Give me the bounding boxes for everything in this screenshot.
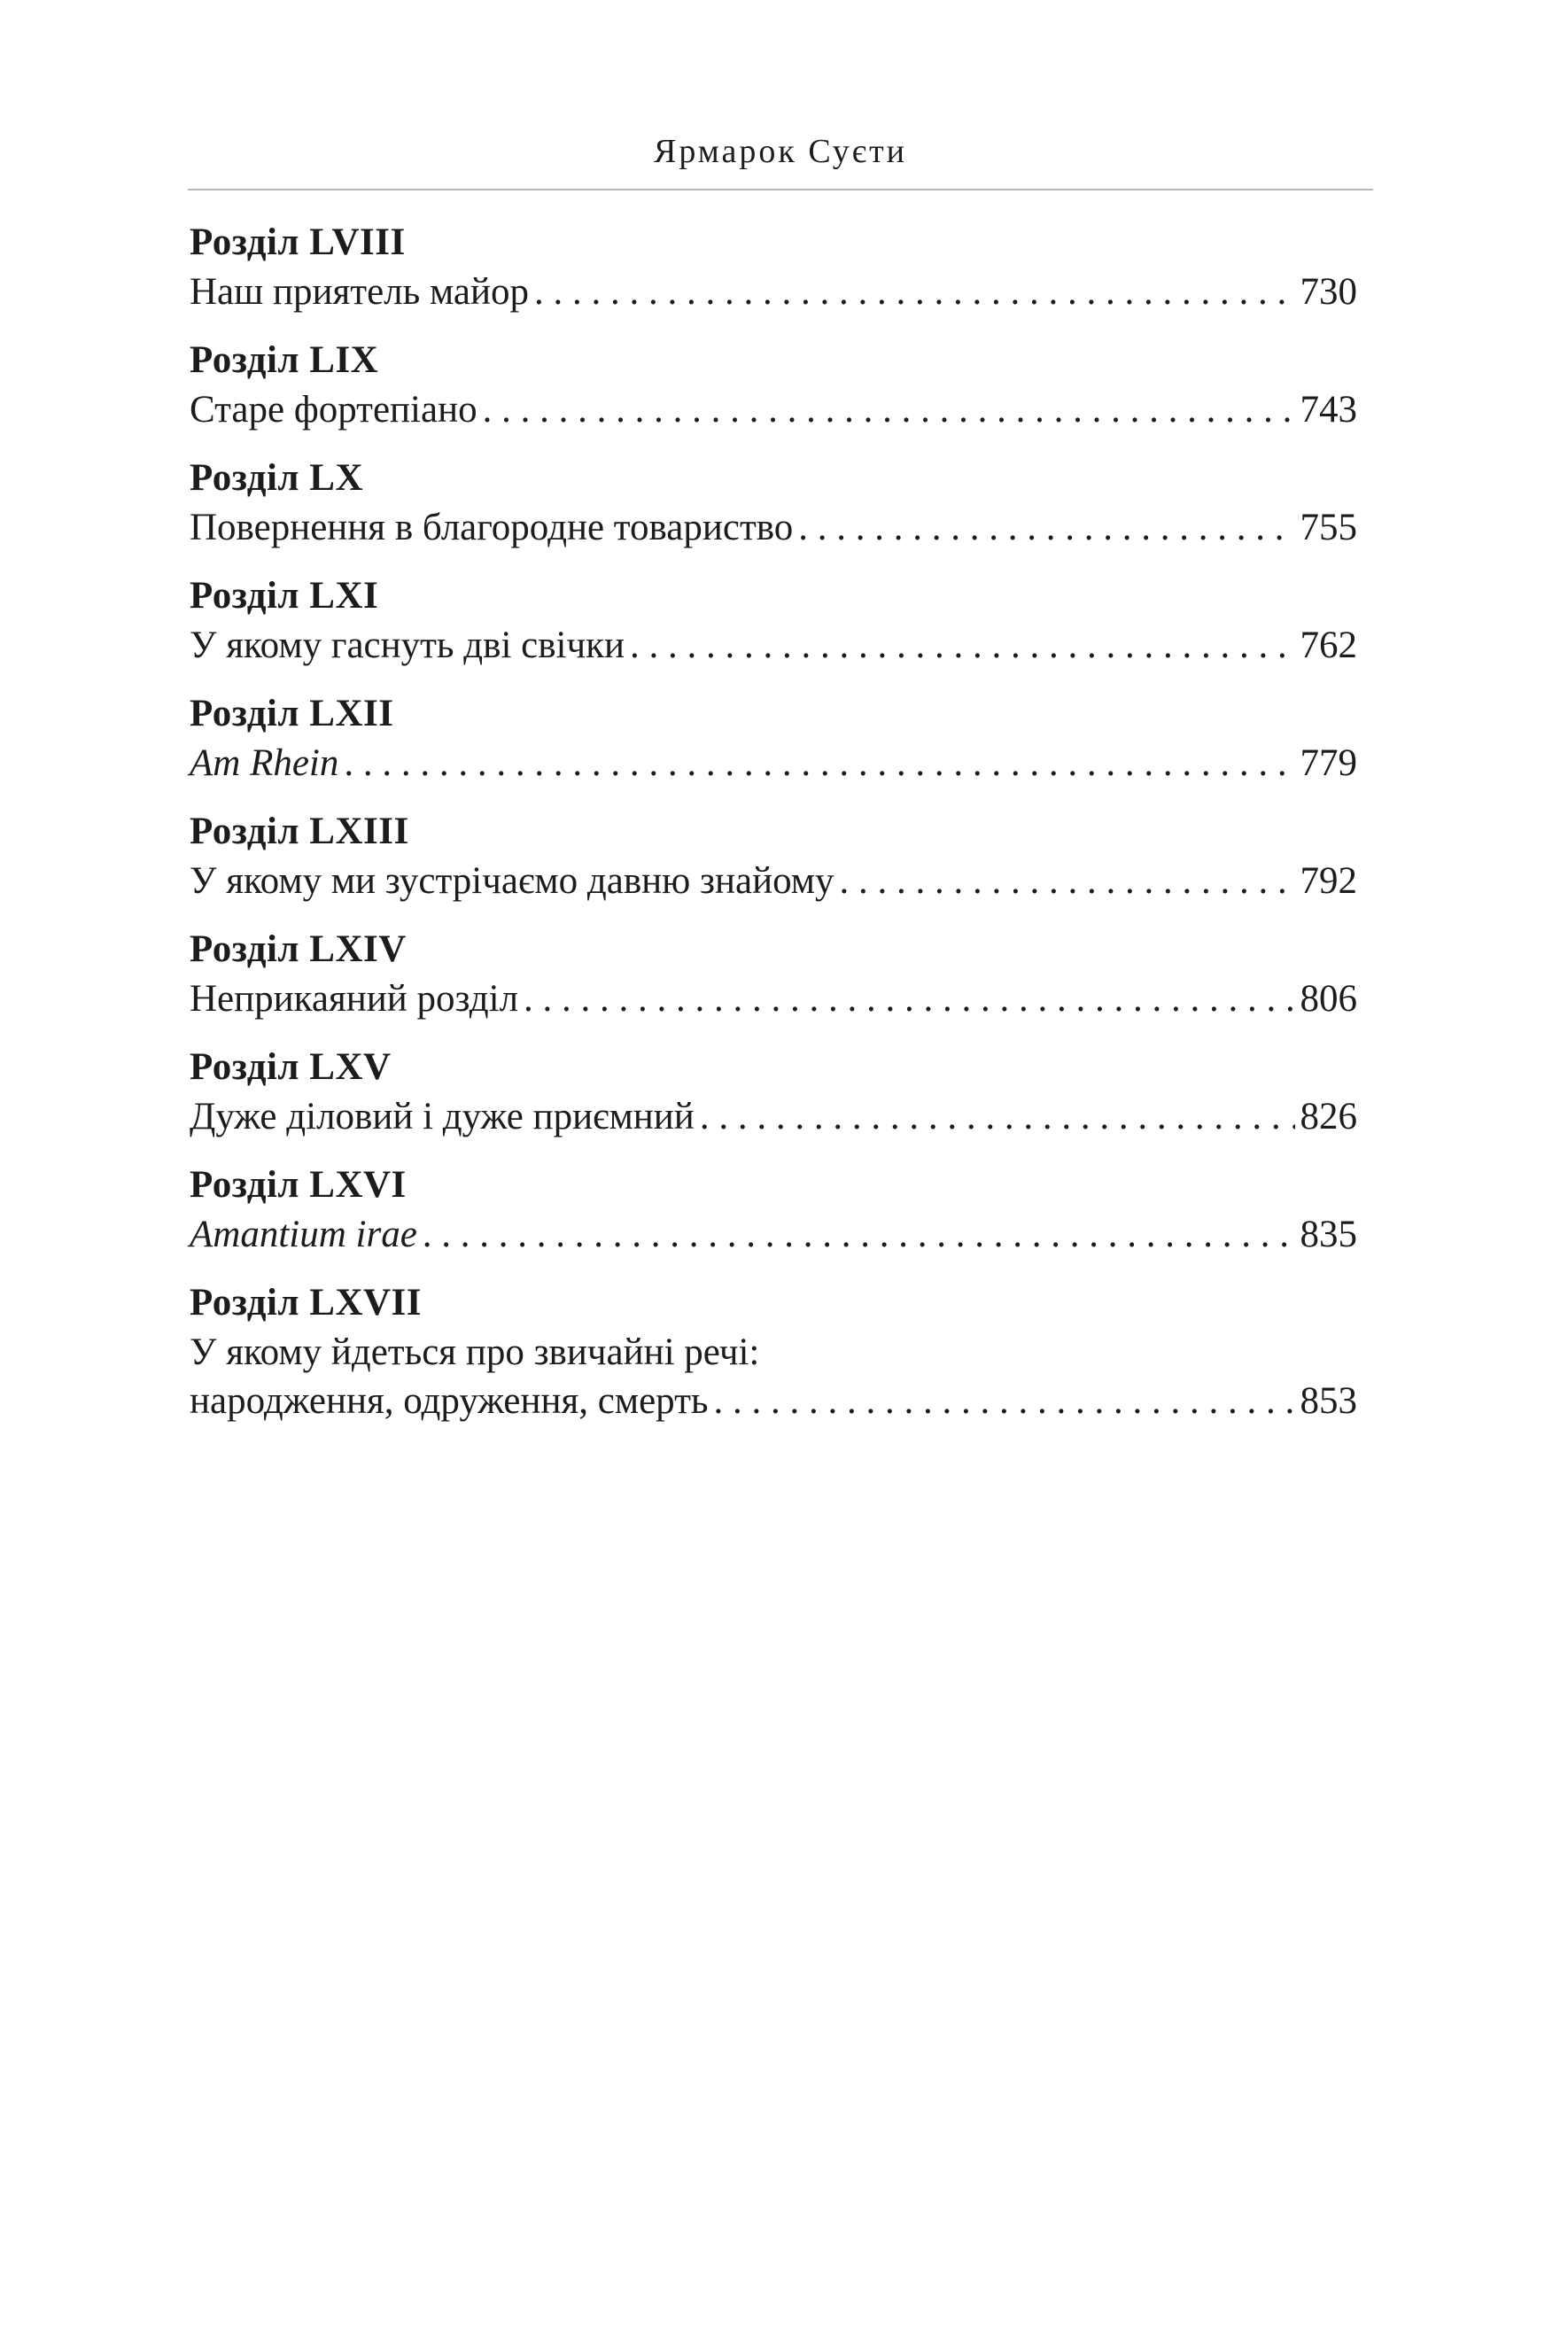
toc-entry (190, 1278, 1357, 1426)
dot-leader (534, 268, 1294, 317)
chapter-title: Дуже діловий і дуже приємний (190, 1096, 695, 1137)
toc-line (190, 1210, 1357, 1260)
dot-leader (700, 1092, 1295, 1142)
toc-entry (190, 571, 1357, 671)
chapter-title: Неприкаяний розділ (190, 978, 519, 1020)
chapter-label: Розділ LXIII (190, 811, 409, 852)
chapter-title: Старе фортепіано (190, 389, 477, 431)
toc-entry (190, 336, 1357, 435)
page-number: 835 (1300, 1214, 1357, 1255)
toc-entry (190, 1160, 1357, 1260)
page-number: 792 (1300, 860, 1357, 902)
toc-line (190, 1092, 1357, 1142)
chapter-title: Наш приятель майор (190, 271, 530, 313)
dot-leader (840, 857, 1295, 906)
chapter-label: Розділ LXIV (190, 928, 407, 970)
toc-line (190, 739, 1357, 788)
dot-leader (714, 1377, 1295, 1426)
dot-leader (798, 503, 1294, 553)
toc-line (190, 857, 1357, 906)
chapter-label: Розділ LX (190, 457, 364, 499)
toc-line (190, 385, 1357, 435)
chapter-label: Розділ LXV (190, 1046, 392, 1088)
toc-entry (190, 689, 1357, 788)
table-of-contents (190, 218, 1357, 1445)
chapter-title: Amantium irae (190, 1214, 417, 1255)
toc-line (190, 503, 1357, 553)
chapter-label: Розділ LIX (190, 339, 379, 381)
page-number: 762 (1300, 625, 1357, 666)
toc-line (190, 268, 1357, 317)
chapter-label: Розділ LXI (190, 575, 379, 617)
toc-entry (190, 1043, 1357, 1142)
toc-entry (190, 454, 1357, 553)
chapter-title: У якому гаснуть дві свічки (190, 625, 625, 666)
toc-entry (190, 925, 1357, 1024)
chapter-label: Розділ LXVI (190, 1164, 407, 1206)
toc-entry (190, 807, 1357, 906)
toc-entry (190, 218, 1357, 317)
page-number: 853 (1300, 1380, 1357, 1422)
chapter-title: народження, одруження, смерть (190, 1380, 709, 1422)
chapter-title: Am Rhein (190, 742, 339, 784)
header-divider (188, 189, 1373, 190)
dot-leader (483, 385, 1295, 435)
page-number: 730 (1300, 271, 1357, 313)
page-number: 826 (1300, 1096, 1357, 1137)
chapter-label: Розділ LVIII (190, 221, 406, 263)
dot-leader (344, 739, 1294, 788)
chapter-title-line-1: У якому йдеться про звичайні речі: (190, 1331, 760, 1373)
chapter-title: У якому ми зустрічаємо давню знайому (190, 860, 834, 902)
page-number: 779 (1300, 742, 1357, 784)
dot-leader (524, 974, 1294, 1024)
dot-leader (423, 1210, 1295, 1260)
chapter-label: Розділ LXII (190, 693, 394, 734)
page-number: 743 (1300, 389, 1357, 431)
toc-line (190, 974, 1357, 1024)
dot-leader (630, 621, 1294, 671)
page-number: 755 (1300, 507, 1357, 548)
chapter-title: Повернення в благородне товариство (190, 507, 794, 548)
page-number: 806 (1300, 978, 1357, 1020)
running-head: Ярмарок Суєти (653, 133, 908, 170)
toc-line (190, 621, 1357, 671)
toc-line (190, 1377, 1357, 1426)
chapter-label: Розділ LXVII (190, 1282, 423, 1323)
